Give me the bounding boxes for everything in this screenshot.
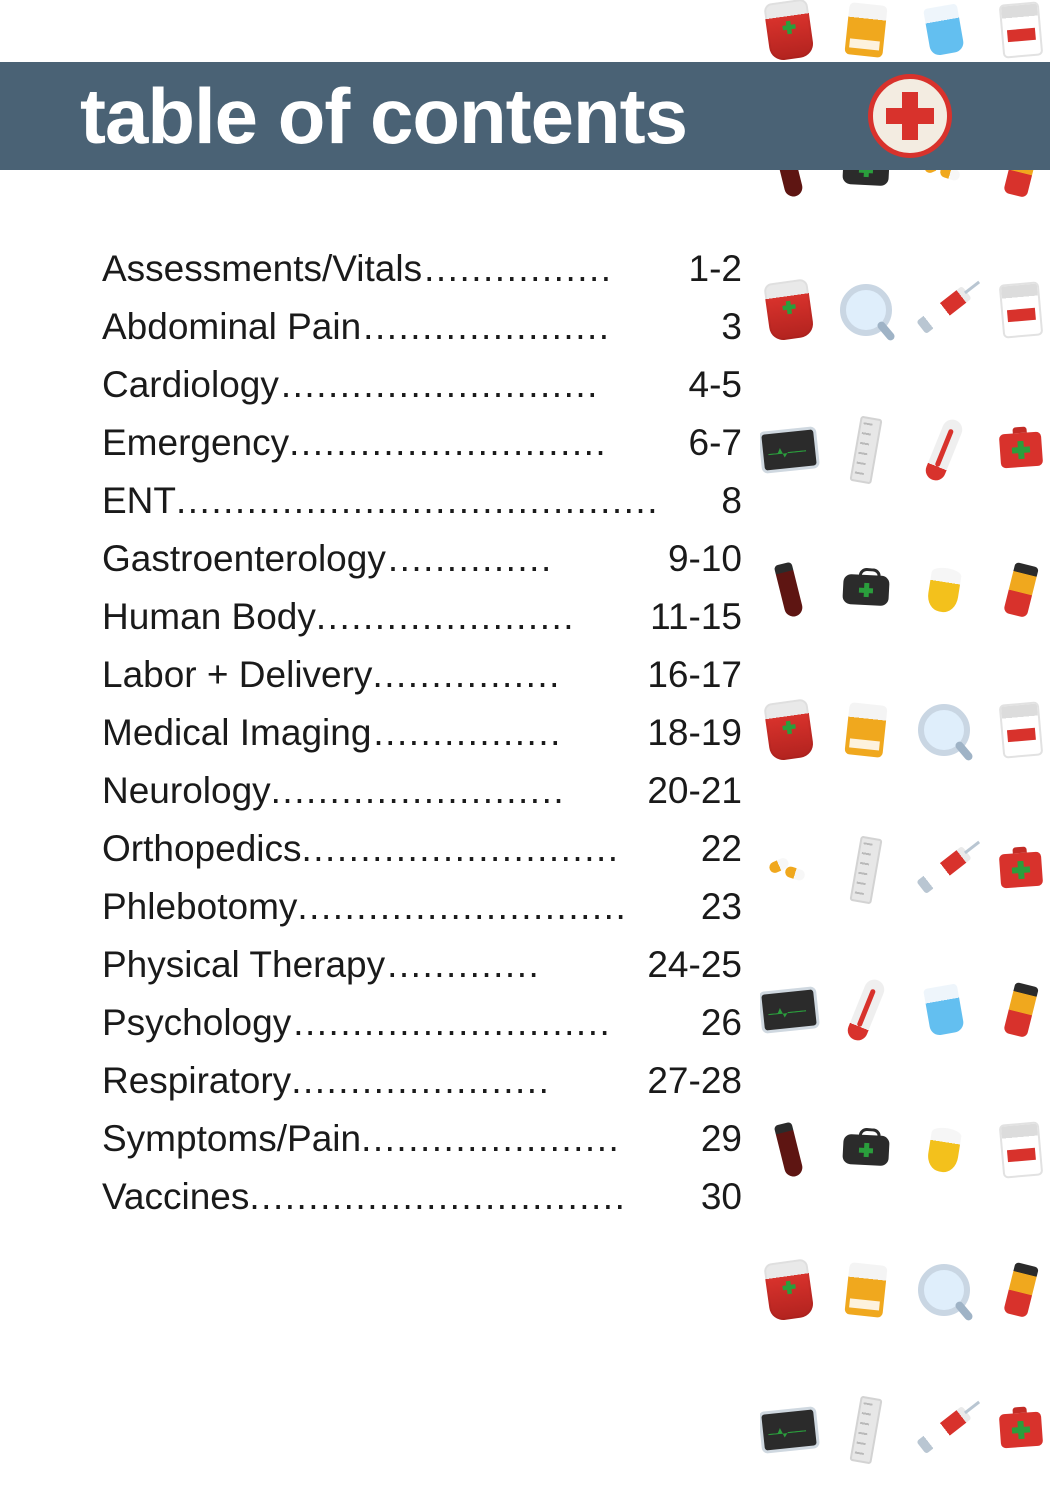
toc-entry-leader: ...................... [315, 596, 576, 637]
toc-entry-pages: 24-25 [647, 944, 742, 985]
medical-bag-icon [842, 1134, 890, 1166]
magnifier-icon [918, 1264, 970, 1316]
white-medicine-bottle-icon [999, 701, 1044, 758]
toc-entry-pages: 22 [700, 828, 742, 869]
blue-flask-icon [923, 983, 965, 1036]
toc-entry-leader: ......................................... [176, 480, 659, 521]
ecg-monitor-icon [760, 986, 820, 1034]
toc-entry[interactable] [102, 306, 742, 364]
thermometer-icon [922, 417, 965, 484]
first-aid-kit-icon [999, 852, 1043, 889]
toc-entry-pages: 23 [700, 886, 742, 927]
toc-entry[interactable] [102, 596, 742, 654]
medical-bag-icon [842, 574, 890, 606]
toc-entry-pages: 4-5 [688, 364, 742, 405]
toc-entry[interactable] [102, 886, 742, 944]
toc-entry[interactable] [102, 248, 742, 306]
toc-entry[interactable] [102, 1002, 742, 1060]
syringe-icon [916, 286, 972, 334]
ecg-monitor-icon [760, 426, 820, 474]
toc-entry-leader: ......................... [270, 770, 566, 811]
toc-entry[interactable] [102, 944, 742, 1002]
white-medicine-bottle-icon [999, 281, 1044, 338]
dropper-bottle-icon [1003, 982, 1039, 1038]
toc-entry-pages: 18-19 [647, 712, 742, 753]
toc-entry-leader: ............................ [297, 886, 628, 927]
toc-entry-leader: ........................... [280, 364, 599, 405]
white-medicine-bottle-icon [999, 1, 1044, 58]
first-aid-kit-icon [999, 1412, 1043, 1449]
pills-icon [769, 860, 809, 880]
toc-entry-label: Abdominal Pain [102, 306, 362, 347]
toc-entry-label: Physical Therapy [102, 944, 386, 985]
dropper-bottle-icon [1003, 562, 1039, 618]
table-of-contents-list [102, 248, 742, 1234]
syringe-icon [916, 1406, 972, 1454]
toc-entry[interactable] [102, 480, 742, 538]
yellow-flask-icon [925, 1126, 962, 1174]
blood-bag-icon [763, 1258, 815, 1322]
toc-entry-leader: ............. [387, 944, 541, 985]
toc-entry-label: Human Body [102, 596, 316, 637]
toc-entry-pages: 16-17 [647, 654, 742, 695]
medical-cross-icon [868, 74, 952, 158]
toc-entry-leader: ..................... [363, 306, 611, 347]
dropper-bottle-icon [1003, 1262, 1039, 1318]
toc-entry-label: Orthopedics [102, 828, 302, 869]
ruler-icon [850, 1396, 883, 1465]
toc-entry-label: Vaccines [102, 1176, 250, 1217]
blue-flask-icon [923, 3, 965, 56]
toc-entry-leader: ........................... [289, 422, 608, 463]
toc-entry[interactable] [102, 770, 742, 828]
medical-supplies-pattern [760, 0, 1050, 1500]
toc-entry[interactable] [102, 1176, 742, 1234]
toc-entry[interactable] [102, 538, 742, 596]
toc-entry-label: Respiratory [102, 1060, 292, 1101]
toc-entry-label: Medical Imaging [102, 712, 372, 753]
toc-entry-leader: ................................ [249, 1176, 627, 1217]
toc-entry-label: Assessments/Vitals [102, 248, 423, 289]
toc-entry-pages: 27-28 [647, 1060, 742, 1101]
toc-entry-leader: ...................... [361, 1118, 621, 1159]
toc-entry-leader: ................ [373, 712, 562, 753]
first-aid-kit-icon [999, 432, 1043, 469]
blood-test-tube-icon [773, 1122, 804, 1179]
toc-entry-pages: 6-7 [688, 422, 742, 463]
toc-entry-leader: ...................... [291, 1060, 551, 1101]
ruler-icon [850, 836, 883, 905]
toc-entry[interactable] [102, 1118, 742, 1176]
toc-entry-label: Labor + Delivery [102, 654, 373, 695]
toc-entry-pages: 11-15 [650, 596, 742, 637]
toc-entry-label: Gastroenterology [102, 538, 386, 579]
pill-bottle-icon [845, 2, 888, 58]
toc-entry-leader: ........................... [293, 1002, 612, 1043]
toc-entry-pages: 1-2 [688, 248, 742, 289]
pattern-grid [760, 0, 1050, 1500]
magnifier-icon [918, 704, 970, 756]
toc-entry[interactable] [102, 654, 742, 712]
toc-entry[interactable] [102, 364, 742, 422]
toc-entry-label: Neurology [102, 770, 271, 811]
ecg-monitor-icon [760, 1406, 820, 1454]
syringe-icon [916, 846, 972, 894]
toc-entry-label: Phlebotomy [102, 886, 298, 927]
toc-entry[interactable] [102, 828, 742, 886]
toc-entry-pages: 26 [700, 1002, 742, 1043]
yellow-flask-icon [925, 566, 962, 614]
magnifier-icon [840, 284, 892, 336]
thermometer-icon [845, 977, 888, 1044]
pill-bottle-icon [845, 702, 888, 758]
toc-entry-pages: 8 [721, 480, 742, 521]
toc-entry-label: Psychology [102, 1002, 292, 1043]
blood-test-tube-icon [773, 562, 804, 619]
toc-entry[interactable] [102, 1060, 742, 1118]
toc-entry-pages: 29 [700, 1118, 742, 1159]
ruler-icon [850, 416, 883, 485]
toc-entry-pages: 9-10 [667, 538, 742, 579]
toc-entry[interactable] [102, 712, 742, 770]
page-title: table of contents [80, 72, 688, 160]
toc-entry-pages: 3 [721, 306, 742, 347]
toc-entry-label: Symptoms/Pain [102, 1118, 362, 1159]
toc-entry-label: ENT [102, 480, 176, 521]
toc-entry-leader: ................ [424, 248, 613, 289]
toc-entry-label: Emergency [102, 422, 290, 463]
toc-entry-pages: 20-21 [647, 770, 742, 811]
toc-entry-leader: ........................... [301, 828, 620, 869]
blood-bag-icon [763, 698, 815, 762]
toc-entry-label: Cardiology [102, 364, 279, 405]
white-medicine-bottle-icon [999, 1121, 1044, 1178]
toc-entry-pages: 30 [700, 1176, 742, 1217]
blood-bag-icon [763, 0, 815, 62]
toc-entry[interactable] [102, 422, 742, 480]
pill-bottle-icon [845, 1262, 888, 1318]
toc-entry-leader: ................ [372, 654, 561, 695]
blood-bag-icon [763, 278, 815, 342]
toc-entry-leader: .............. [387, 538, 553, 579]
